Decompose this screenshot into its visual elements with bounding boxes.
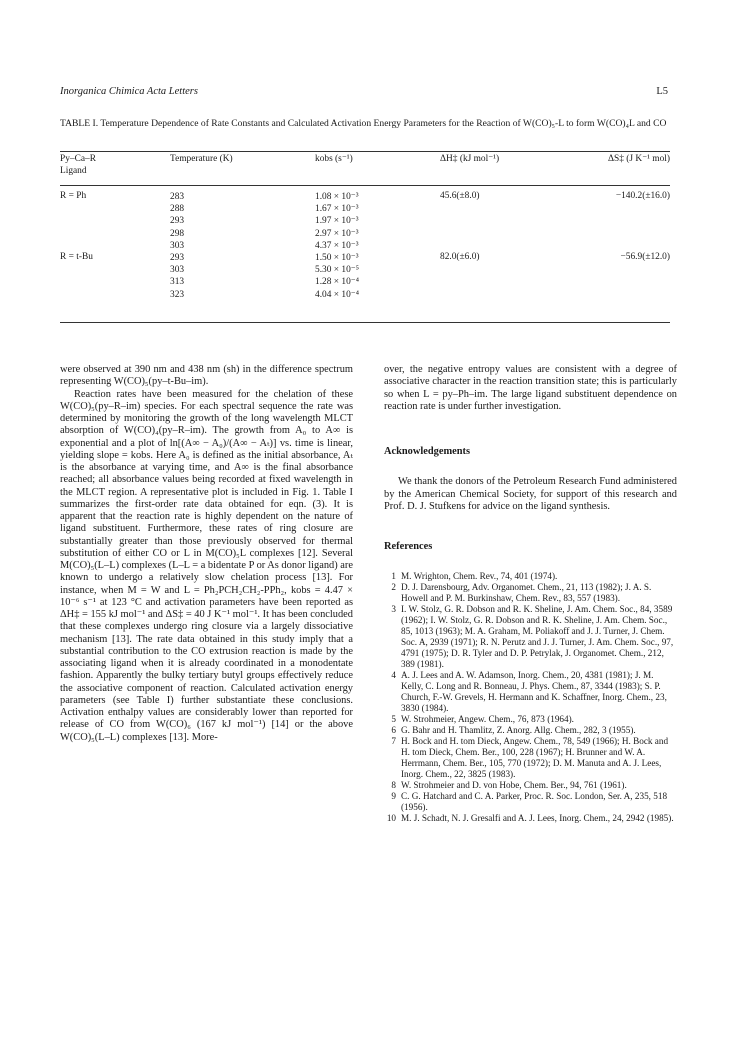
reference-text: A. J. Lees and A. W. Adamson, Inorg. Chem., 20, 4381 (1981); J. M. Kelly, C. Long and R. Bonneau, J. Phys. Chem., 87, 3344 (1983); S. P. Church, F.-W. Grevels, H. Hermann and K. Schaffner, Inorg. Chem., 23, 3830 (1984). [401,670,667,714]
list-item [384,714,677,725]
reference-number: 8 [391,780,396,791]
reference-number: 4 [391,670,396,681]
list-item [384,670,677,714]
reference-number: 7 [391,736,396,747]
references-heading: References [384,541,433,552]
temperature-value: 313 [170,277,185,288]
kobs-value: 1.08 × 10⁻³ [315,192,359,202]
temperature-cell [170,191,315,252]
left-column [60,364,353,744]
header-temperature: Temperature (K) [170,154,233,164]
temperature-value: 293 [170,216,185,227]
list-item [384,604,677,670]
kobs-value: 4.04 × 10⁻⁴ [315,289,359,300]
body-paragraph: Reaction rates have been measured for the chelation of these W(CO)₅(py–R–im) species. For each spectral sequence the rate was determined by monitoring the growth of the long wavelength MLCT absorption of W(CO)₄(py–R–im). The growth from A₀ to A∞ is exponential and a plot of ln[(A∞ − A₀)/(A∞ − Aₜ)] vs. time is linear, yielding slope = kobs. Here A₀ is defined as the initial absorbance, Aₜ is the absorbance at varying time, and A∞ is the final absorbance reached; all absorbance values being recorded at fixed wavelength in the MLCT region. A representative plot is included in Fig. 1. Table I summarizes the first-order rate data obtained for eqn. (3). It is apparent that the reaction rate is highly dependent on the nature of ligand substituent. Furthermore, these rates of ring closure are substantially greater than those previously observed for thermal substitution of either CO or L in M(CO)₅L complexes [12]. Several M(CO)₅(L–L) complexes (L–L = a bidentate P or As donor ligand) are known to undergo a relatively slow chelation process [13]. For instance, when M = W and L = Ph₂PCH₂CH₂-PPh₂, kobs = 4.47 × 10⁻⁶ s⁻¹ at 123 °C and activation parameters have been reported as ΔH‡ = 155 kJ mol⁻¹ and ΔS‡ = 40 J K⁻¹ mol⁻¹. It has been concluded that these complexes undergo ring closure via a largely dissociative mechanism [13]. The rate data obtained in this study imply that a substantial contribution to the CO extrusion reaction is made by the associating ligand when it is already coordinated in a monodentate fashion. Apparently the bulky tertiary butyl groups effectively reduce the associative component of reaction. Calculated activation energy parameters (see Table I) further substantiate these conclusions. Activation enthalpy values are considerably lower than reported for release of CO from W(CO)₆ (167 kJ mol⁻¹) [14] or the above W(CO)₅(L–L) complexes [13]. More- [60,388,353,743]
reference-number: 3 [391,604,396,615]
body-paragraph: over, the negative entropy values are consistent with a degree of associative character in the reaction transition state; this is particularly so when L = py–Ph–im. The large ligand substituent dependence on reaction rate is under further investigation. [384,364,677,412]
entropy-cell: −56.9(±12.0) [620,252,670,263]
list-item [384,571,677,582]
temperature-value: 303 [170,240,185,251]
journal-title: Inorganica Chimica Acta Letters [60,86,198,97]
kobs-value: 1.97 × 10⁻³ [315,216,359,227]
reference-number: 2 [391,582,396,593]
list-item [384,791,677,813]
header-entropy: ΔS‡ (J K⁻¹ mol) [608,154,670,164]
entropy-cell: −140.2(±16.0) [615,191,670,201]
ligand-cell: R = t-Bu [60,252,93,263]
table-caption: TABLE I. Temperature Dependence of Rate Constants and Calculated Activation Energy Parameters for the Reaction of W(CO)₅-L to form W(CO)₄L and CO [60,118,667,129]
temperature-value: 283 [170,192,185,202]
acknowledgements-text: We thank the donors of the Petroleum Research Fund administered by the American Chemical Society, for support of this research and Prof. D. J. Stufkens for advice on the ligand synthesis. [384,476,677,512]
kobs-value: 1.28 × 10⁻⁴ [315,277,359,288]
list-item [384,780,677,791]
list-item [384,725,677,736]
reference-number: 9 [391,791,396,802]
enthalpy-cell: 45.6(±8.0) [440,191,480,201]
temperature-value: 323 [170,289,185,300]
temperature-cell [170,252,315,301]
page-number: L5 [656,86,668,97]
ligand-cell: R = Ph [60,191,87,201]
temperature-value: 288 [170,204,185,215]
temperature-value: 293 [170,253,185,264]
header-ligand [60,153,170,179]
acknowledgements-heading: Acknowledgements [384,446,471,457]
temperature-value: 298 [170,228,185,239]
body-paragraph: were observed at 390 nm and 438 nm (sh) in the difference spectrum representing W(CO)₅(py–t-Bu–im). [60,364,353,388]
reference-number: 5 [391,714,396,725]
reference-text: H. Bock and H. tom Dieck, Angew. Chem., 78, 549 (1966); H. Bock and H. tom Dieck, Chem. Ber., 100, 228 (1967); H. Brunner and W. A. Herrmann, Chem. Ber., 105, 770 (1972); D. M. Manuta and A. J. Lees, Inorg. Chem., 22, 3825 (1983). [401,736,669,780]
header-enthalpy: ΔH‡ (kJ mol⁻¹) [440,154,500,164]
reference-text: M. Wrighton, Chem. Rev., 74, 401 (1974). [401,571,558,582]
right-column [384,364,677,824]
header-ligand-line2: Ligand [60,166,87,176]
table-row [60,252,670,301]
kobs-cell [315,252,440,301]
references-list [384,571,677,824]
reference-text: G. Bahr and H. Thamlitz, Z. Anorg. Allg. Chem., 282, 3 (1955). [401,725,636,736]
list-item [384,736,677,780]
reference-text: C. G. Hatchard and C. A. Parker, Proc. R. Soc. London, Ser. A, 235, 518 (1956). [401,791,668,813]
reference-number: 1 [391,571,396,582]
rate-constants-table [60,153,670,301]
header-kobs: kobs (s⁻¹) [315,154,353,164]
kobs-value: 5.30 × 10⁻⁵ [315,265,359,276]
reference-text: I. W. Stolz, G. R. Dobson and R. K. Sheline, J. Am. Chem. Soc., 84, 3589 (1962); I. W. Stolz, G. R. Dobson and R. K. Sheline, J. Am. Chem. Soc., 85, 1013 (1963); M. A. Graham, M. Poliakoff and J. J. Turner, J. Chem. Soc. A, 2939 (1971); R. N. Perutz and J. J. Turner, J. Am. Chem. Soc., 97, 4791 (1975); D. R. Tyler and D. P. Petrylak, J. Organomet. Chem., 212, 389 (1981). [401,604,674,670]
reference-text: W. Strohmeier and D. von Hobe, Chem. Ber., 94, 761 (1961). [401,780,627,791]
temperature-value: 303 [170,265,185,276]
reference-text: M. J. Schadt, N. J. Gresalfi and A. J. Lees, Inorg. Chem., 24, 2942 (1985). [401,813,674,824]
table-row [60,191,670,252]
kobs-cell [315,191,440,252]
list-item [384,582,677,604]
reference-number: 10 [386,813,396,824]
list-item [384,813,677,824]
reference-text: D. J. Darensbourg, Adv. Organomet. Chem., 21, 113 (1982); J. A. S. Howell and P. M. Burkinshaw, Chem. Rev., 83, 557 (1983). [401,582,652,604]
header-ligand-line1: Py–Ca–R [60,154,96,164]
kobs-value: 4.37 × 10⁻³ [315,240,359,251]
enthalpy-cell: 82.0(±6.0) [440,252,480,263]
reference-text: W. Strohmeier, Angew. Chem., 76, 873 (1964). [401,714,574,725]
kobs-value: 2.97 × 10⁻³ [315,228,359,239]
table-top-rule [60,151,670,152]
table-bottom-rule [60,322,670,323]
kobs-value: 1.67 × 10⁻³ [315,204,359,215]
reference-number: 6 [391,725,396,736]
kobs-value: 1.50 × 10⁻³ [315,253,359,264]
